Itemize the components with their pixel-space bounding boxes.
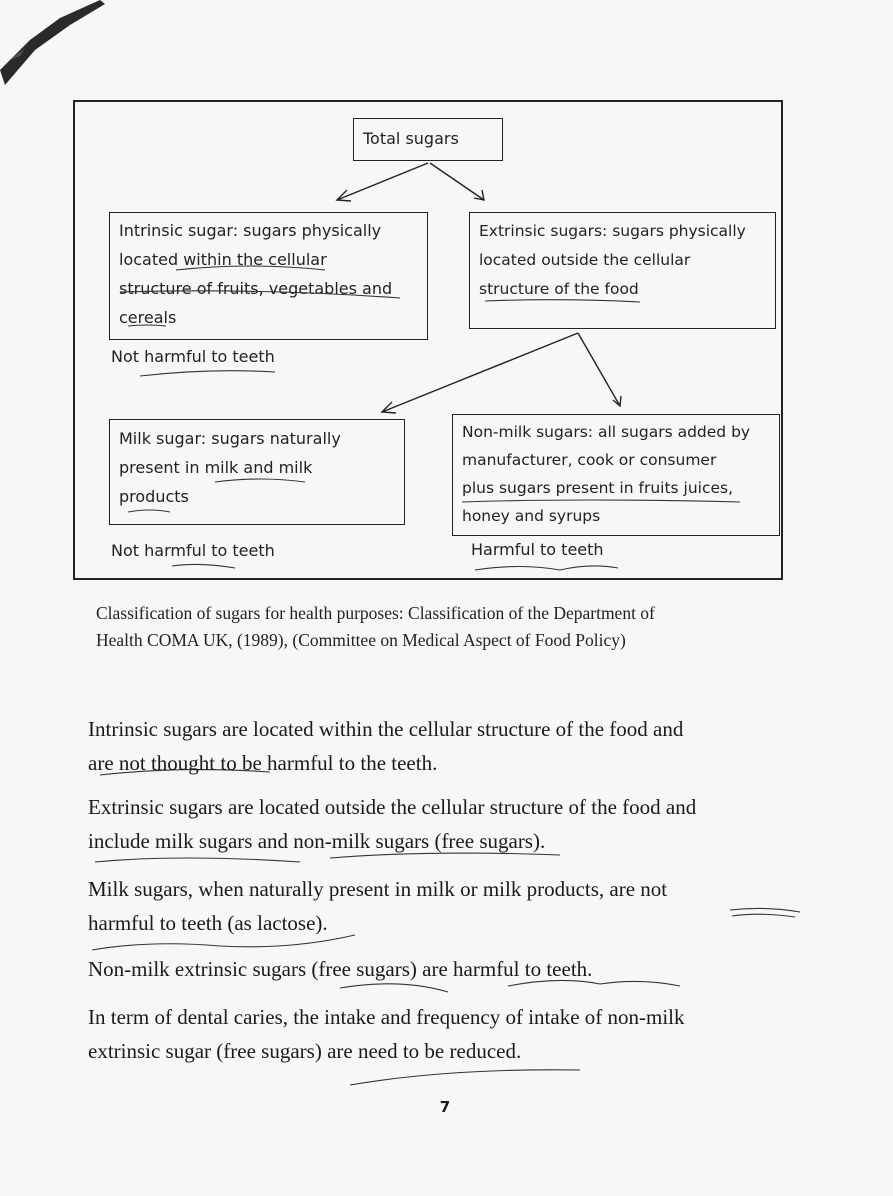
- milk-line-3: products: [119, 487, 189, 506]
- intrinsic-line-3: structure of fruits, vegetables and: [119, 279, 393, 298]
- paragraph-line: are not thought to be harmful to the teeth.: [88, 751, 438, 775]
- paragraph-extrinsic: [88, 790, 800, 858]
- intrinsic-note: Not harmful to teeth: [111, 347, 275, 366]
- extrinsic-line-3: structure of the food: [479, 280, 639, 298]
- non-milk-line-3: plus sugars present in fruits juices,: [462, 479, 734, 497]
- non-milk-sugar-box: [452, 414, 780, 536]
- paragraph-line: Extrinsic sugars are located outside the cellular structure of the food and: [88, 795, 697, 819]
- milk-line-2: present in milk and milk: [119, 458, 313, 477]
- caption-line-2: Health COMA UK, (1989), (Committee on Medical Aspect of Food Policy): [96, 630, 626, 650]
- total-sugars-box: [353, 118, 503, 161]
- paragraph-line: Intrinsic sugars are located within the cellular structure of the food and: [88, 717, 684, 741]
- intrinsic-line-2: located within the cellular: [119, 250, 327, 269]
- paragraph-line: Non-milk extrinsic sugars (free sugars) are harmful to teeth.: [88, 957, 593, 981]
- intrinsic-line-4: cereals: [119, 308, 177, 327]
- intrinsic-line-1: Intrinsic sugar: sugars physically: [119, 221, 382, 240]
- extrinsic-sugar-box: [469, 212, 776, 329]
- milk-line-1: Milk sugar: sugars naturally: [119, 429, 341, 448]
- intrinsic-sugar-box: [109, 212, 428, 340]
- paragraph-dental-caries: [88, 1000, 800, 1068]
- non-milk-note: Harmful to teeth: [471, 540, 604, 559]
- paragraph-line: extrinsic sugar (free sugars) are need to be reduced.: [88, 1039, 522, 1063]
- non-milk-line-2: manufacturer, cook or consumer: [462, 451, 717, 469]
- paragraph-line: In term of dental caries, the intake and frequency of intake of non-milk: [88, 1005, 685, 1029]
- paragraph-non-milk: [88, 952, 800, 986]
- total-sugars-label: Total sugars: [363, 129, 459, 148]
- extrinsic-line-2: located outside the cellular: [479, 251, 691, 269]
- paragraph-line: Milk sugars, when naturally present in milk or milk products, are not: [88, 877, 668, 901]
- figure-caption: [96, 600, 796, 654]
- non-milk-line-4: honey and syrups: [462, 507, 601, 525]
- page-number: 7: [439, 1098, 451, 1116]
- paragraph-line: harmful to teeth (as lactose).: [88, 911, 328, 935]
- milk-note: Not harmful to teeth: [111, 541, 275, 560]
- non-milk-line-1: Non-milk sugars: all sugars added by: [462, 423, 751, 441]
- scan-edge-mark: [0, 0, 120, 100]
- paragraph-intrinsic: [88, 712, 800, 780]
- caption-line-1: Classification of sugars for health purposes: Classification of the Department of: [96, 603, 655, 623]
- paragraph-line: include milk sugars and non-milk sugars (free sugars).: [88, 829, 546, 853]
- extrinsic-line-1: Extrinsic sugars: sugars physically: [479, 222, 746, 240]
- paragraph-milk: [88, 872, 800, 940]
- milk-sugar-box: [109, 419, 405, 525]
